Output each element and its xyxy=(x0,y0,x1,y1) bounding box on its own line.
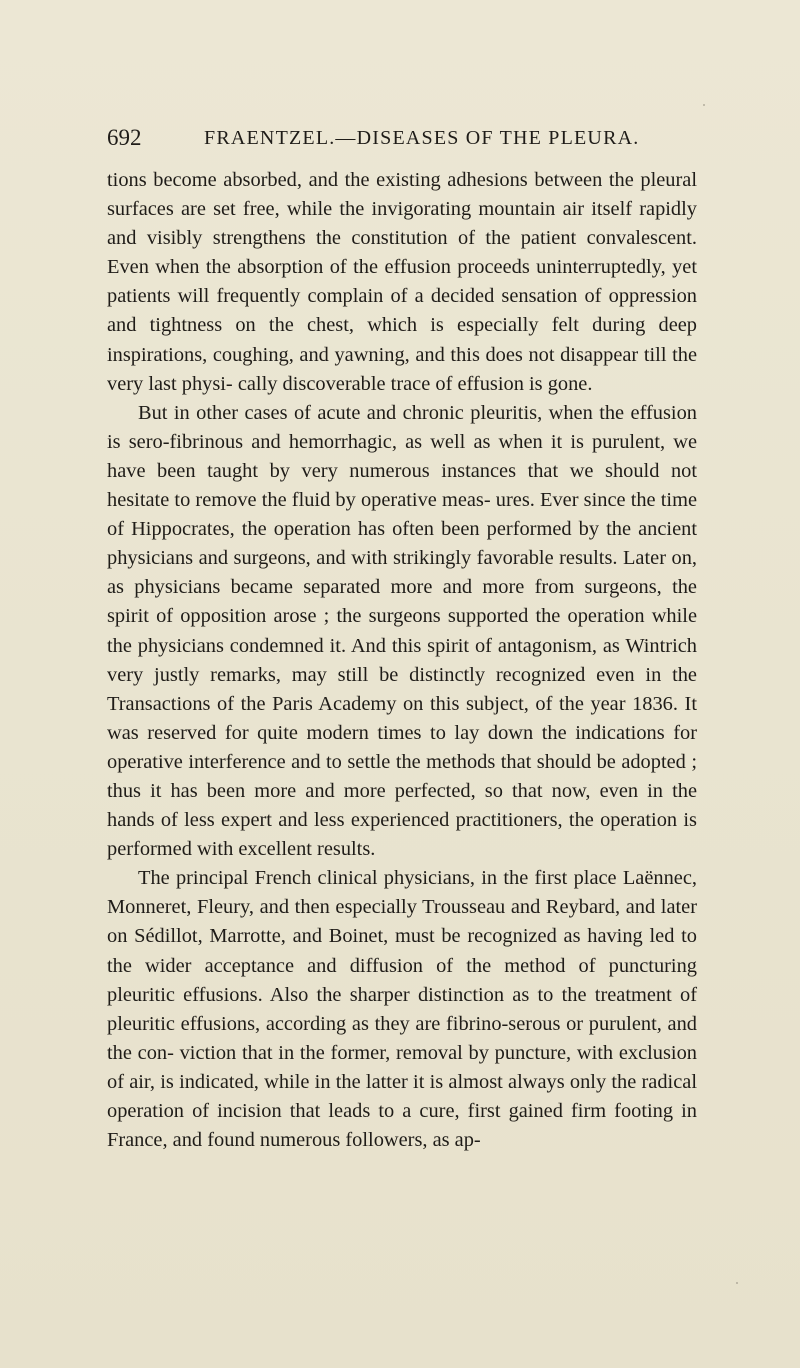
page-number: 692 xyxy=(107,125,142,150)
running-head xyxy=(107,124,697,152)
running-title: FRAENTZEL.—DISEASES OF THE PLEURA. xyxy=(204,127,640,149)
page-speck xyxy=(736,1282,738,1284)
paragraph-continuation: tions become absorbed, and the existing adhesions between the pleural surfaces are set free, while the invigorating mountain air itself rapidly and visibly strengthens the constitution of the patient convalescent. Even when the absorption of the effusion proceeds uninterruptedly, yet patients will frequently complain of a decided sensation of oppression and tightness on the chest, which is especially felt during deep inspirations, coughing, and yawning, and this does not disappear till the very last physi- cally discoverable trace of effusion is gone. xyxy=(107,169,697,395)
body-text xyxy=(107,166,697,1155)
paragraph-operative-measures: But in other cases of acute and chronic pleuritis, when the effusion is sero-fibrinous and hemorrhagic, as well as when it is purulent, we have been taught by very numerous instances that we should not hesitate to remove the fluid by operative meas- ures. Ever since the time of Hippocrates, the operation has often been performed by the ancient physicians and surgeons, and with strikingly favorable results. Later on, as physicians became separated more and more from surgeons, the spirit of opposition arose ; the surgeons supported the operation while the physicians condemned it. And this spirit of antagonism, as Wintrich very justly remarks, may still be distinctly recognized even in the Transactions of the Paris Academy on this subject, of the year 1836. It was reserved for quite modern times to lay down the indications for operative interference and to settle the methods that should be adopted ; thus it has been more and more perfected, so that now, even in the hands of less expert and less experienced practitioners, the operation is performed with excellent results. xyxy=(107,401,697,861)
paragraph-french-physicians: The principal French clinical physicians, in the first place Laënnec, Monneret, Fleury, and then especially Trousseau and Reybard, and later on Sédillot, Marrotte, and Boinet, must be recognized as having led to the wider acceptance and diffusion of the method of puncturing pleuritic effusions. Also the sharper distinction as to the treatment of pleuritic effusions, according as they are fibrino-serous or purulent, and the con- viction that in the former, removal by puncture, with exclusion of air, is indicated, while in the latter it is almost always only the radical operation of incision that leads to a cure, first gained firm footing in France, and found numerous followers, as ap- xyxy=(107,867,697,1152)
page-speck xyxy=(703,104,705,106)
